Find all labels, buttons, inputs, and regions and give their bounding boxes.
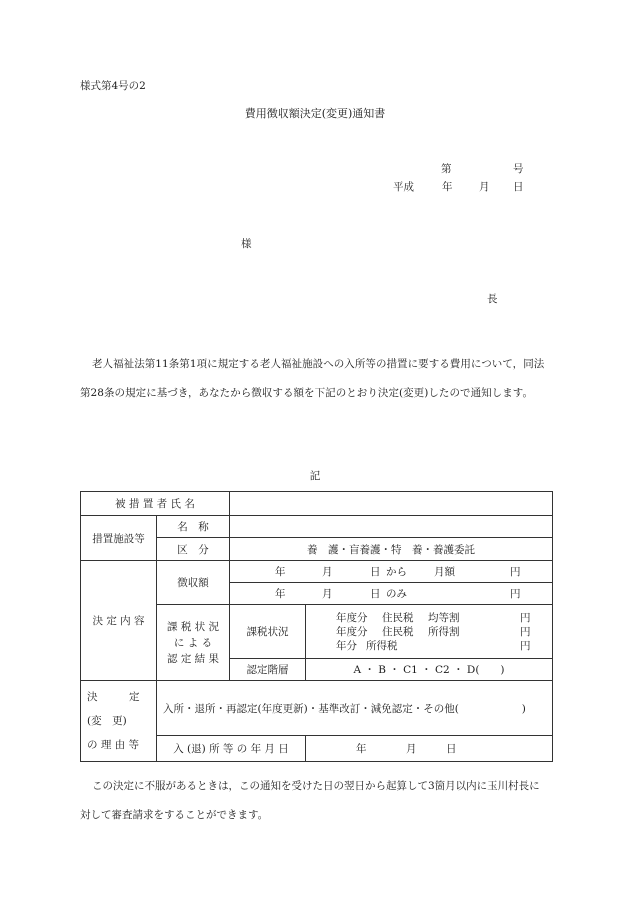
r1-month: 月	[322, 565, 333, 578]
era: 平成	[393, 181, 414, 193]
tax-line-2	[336, 625, 552, 639]
reason-label-line-3: の 理 由 等	[87, 739, 140, 751]
tax-status-label: 課税状況	[230, 605, 306, 659]
decision-label: 決 定 内 容	[81, 561, 157, 681]
fee-table	[80, 491, 553, 762]
r1-kara: から	[386, 565, 408, 578]
category-options: 養 護・盲養護・特 養・養護委託	[230, 538, 553, 561]
tax-line-1-c: 均等割	[428, 611, 460, 624]
body-paragraph: 老人福祉法第11条第1項に規定する老人福祉施設への入所等の措置に要する費用について，同法第28条の規定に基づき，あなたから徴収する額を下記のとおり決定(変更)したので通知します。	[80, 358, 545, 399]
r1-monthly: 月額	[434, 565, 456, 578]
r2-nomi: のみ	[386, 587, 408, 600]
tax-line-1-a: 年度分	[336, 611, 368, 624]
tax-line-3-d: 円	[520, 639, 531, 652]
ref-dai: 第	[441, 163, 452, 175]
person-name-label: 被 措 置 者 氏 名	[81, 492, 230, 516]
admission-date-value	[306, 736, 553, 762]
tax-line-3-a: 年分	[336, 639, 358, 652]
row-reason	[81, 681, 553, 736]
admission-date-label: 入 (退) 所 等 の 年 月 日	[157, 736, 306, 762]
issuer: 長	[487, 293, 498, 305]
tax-line-2-a: 年度分	[336, 625, 368, 638]
form-number: 様式第4号の2	[80, 80, 146, 92]
tax-line-3-b: 所得税	[366, 639, 398, 652]
grade-options: A ・ B ・ C1 ・ C2 ・ D( )	[306, 659, 553, 681]
facility-label: 措置施設等	[81, 516, 157, 561]
ki-heading: 記	[309, 470, 321, 482]
reason-label-line-1: 決 定	[87, 691, 140, 703]
addressee: 様	[241, 238, 252, 250]
reason-label-line-2: (変 更)	[87, 715, 127, 727]
r2-yen: 円	[510, 587, 521, 600]
row-collection-1	[81, 561, 553, 583]
tax-status-lines	[306, 605, 553, 659]
category-label: 区 分	[157, 538, 230, 561]
year-unit: 年	[442, 181, 453, 193]
admission-year: 年	[356, 742, 367, 755]
reason-options: 入所・退所・再認定(年度更新)・基準改訂・減免認定・その他( )	[157, 681, 553, 736]
ref-go: 号	[513, 163, 524, 175]
person-name-value	[230, 492, 553, 516]
r2-month: 月	[322, 587, 333, 600]
r2-day: 日	[370, 587, 381, 600]
grade-label: 認定階層	[230, 659, 306, 681]
r2-year: 年	[275, 587, 286, 600]
facility-name-value	[230, 516, 553, 538]
r1-yen: 円	[510, 565, 521, 578]
r1-day: 日	[370, 565, 381, 578]
admission-day: 日	[446, 742, 457, 755]
row-person-name	[81, 492, 553, 516]
tax-line-1-d: 円	[520, 611, 531, 624]
reason-label	[81, 681, 157, 762]
name-label: 名 称	[157, 516, 230, 538]
tax-line-3	[336, 639, 552, 653]
tax-line-2-c: 所得割	[428, 625, 460, 638]
tax-status-group-label: 課 税 状 況 に よ る 認 定 結 果	[157, 605, 230, 681]
collection-period-range	[230, 561, 553, 583]
month-unit: 月	[479, 181, 490, 193]
document-title: 費用徴収額決定(変更)通知書	[244, 107, 386, 120]
day-unit: 日	[513, 181, 524, 193]
footer-note: この決定に不服があるときは，この通知を受けた日の翌日から起算して3箇月以内に玉川村長に対して審査請求をすることができます。	[80, 780, 540, 821]
tax-line-1-b: 住民税	[382, 611, 414, 624]
admission-month: 月	[406, 742, 417, 755]
tax-line-2-d: 円	[520, 625, 531, 638]
tax-line-2-b: 住民税	[382, 625, 414, 638]
collection-label: 徴収額	[157, 561, 230, 605]
tax-line-1	[336, 611, 552, 625]
collection-period-single	[230, 583, 553, 605]
row-facility-name	[81, 516, 553, 538]
r1-year: 年	[275, 565, 286, 578]
